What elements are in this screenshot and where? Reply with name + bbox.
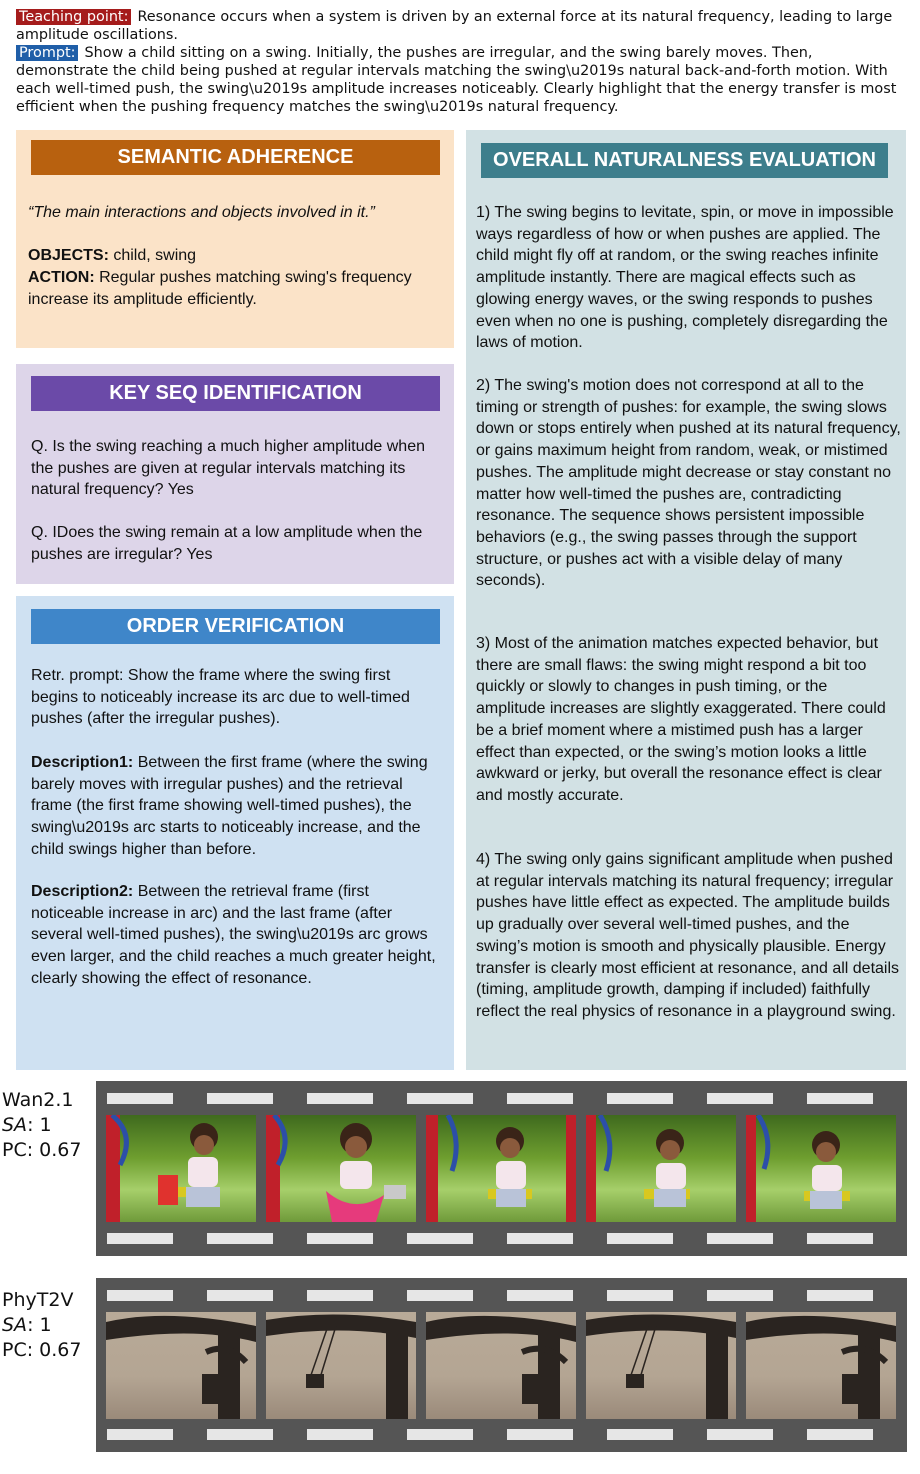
header bbox=[16, 8, 906, 116]
naturalness-level-2: 2) The swing's motion does not correspond at all to the timing or strength of pushes: for example, the swing slows down or stops entirely when pushed at its natural frequency, or gains maximum height from random, weak, or mistimed pushes. The amplitude might decrease or stay constant no matter how well-timed the pushes are, contradicting resonance. The sequence shows persistent impossible behaviors (e.g., the swing passes through the support structure, or pushes act with a visible delay of many seconds). bbox=[476, 377, 901, 590]
film-hole bbox=[307, 1429, 373, 1440]
model-1-sa-label: SA bbox=[2, 1114, 28, 1136]
film-hole bbox=[207, 1429, 273, 1440]
semantic-objects bbox=[28, 245, 443, 267]
video-frame bbox=[746, 1115, 896, 1222]
action-text: Regular pushes matching swing's frequency increase its amplitude efficiently. bbox=[28, 269, 412, 308]
semantic-action bbox=[28, 267, 433, 310]
key-seq-panel bbox=[16, 364, 454, 584]
film-hole bbox=[607, 1290, 673, 1301]
film-hole bbox=[307, 1233, 373, 1244]
video-frame bbox=[746, 1312, 896, 1419]
model-2-pc-label: PC bbox=[2, 1339, 27, 1361]
prompt-tag: Prompt: bbox=[16, 45, 78, 61]
video-frame bbox=[266, 1115, 416, 1222]
key-seq-title: KEY SEQ IDENTIFICATION bbox=[31, 376, 440, 411]
model-1-label bbox=[2, 1088, 81, 1163]
model-1-sa bbox=[2, 1113, 81, 1138]
film-hole bbox=[807, 1233, 873, 1244]
film-hole bbox=[207, 1233, 273, 1244]
naturalness-level-3: 3) Most of the animation matches expected behavior, but there are small flaws: the swing might respond a bit too quickly or slowly to changes in push timing, or the amplitude increases are slightly exaggerated. There could be a brief moment where a mistimed push has a larger effect than expected, or the swing’s motion looks a little awkward or jerky, but overall the resonance effect is clear and mostly accurate. bbox=[476, 635, 886, 804]
semantic-adherence-title: SEMANTIC ADHERENCE bbox=[31, 140, 440, 175]
film-hole bbox=[407, 1290, 473, 1301]
naturalness-panel bbox=[466, 130, 906, 1070]
video-frame bbox=[266, 1312, 416, 1419]
retrieval-prompt: Retr. prompt: Show the frame where the swing first begins to noticeably increase its arc due to well-timed pushes (after the irregular pushes). bbox=[31, 667, 410, 728]
semantic-quote: “The main interactions and objects involved in it.” bbox=[28, 204, 375, 221]
model-1-pc bbox=[2, 1138, 81, 1163]
film-hole bbox=[507, 1093, 573, 1104]
prompt bbox=[16, 44, 906, 116]
model-1-sa-value: : 1 bbox=[27, 1114, 52, 1136]
film-hole bbox=[807, 1093, 873, 1104]
model-2-filmstrip bbox=[96, 1278, 907, 1452]
model-2-pc-value: : 0.67 bbox=[26, 1339, 82, 1361]
video-frame bbox=[586, 1115, 736, 1222]
film-hole bbox=[207, 1290, 273, 1301]
film-hole bbox=[207, 1093, 273, 1104]
film-hole bbox=[307, 1093, 373, 1104]
film-hole bbox=[707, 1429, 773, 1440]
description-2 bbox=[31, 881, 441, 990]
model-2-label bbox=[2, 1288, 81, 1363]
model-2-name: PhyT2V bbox=[2, 1289, 74, 1311]
model-2-sa bbox=[2, 1313, 81, 1338]
teaching-point-text: Resonance occurs when a system is driven by an external force at its natural frequency, leading to large amplitude oscillations. bbox=[16, 9, 893, 43]
film-hole bbox=[807, 1429, 873, 1440]
video-frame bbox=[106, 1115, 256, 1222]
film-hole bbox=[107, 1290, 173, 1301]
film-hole bbox=[307, 1290, 373, 1301]
video-frame bbox=[106, 1312, 256, 1419]
teaching-point bbox=[16, 8, 906, 44]
film-hole bbox=[607, 1093, 673, 1104]
description-1-text: Between the first frame (where the swing barely moves with irregular pushes) and the retrieval frame (the first frame showing well-timed pushes), the swing\u2019s arc starts to noticeably increase, and the child swings higher than before. bbox=[31, 754, 428, 858]
description-2-label: Description2: bbox=[31, 883, 134, 900]
video-frame bbox=[426, 1115, 576, 1222]
key-seq-q1: Q. Is the swing reaching a much higher amplitude when the pushes are given at regular intervals matching its natural frequency? Yes bbox=[31, 438, 425, 499]
model-1-filmstrip bbox=[96, 1081, 907, 1256]
action-label: ACTION: bbox=[28, 269, 95, 286]
video-frame bbox=[586, 1312, 736, 1419]
teaching-point-tag: Teaching point: bbox=[16, 9, 131, 25]
naturalness-level-1: 1) The swing begins to levitate, spin, or move in impossible ways regardless of how or when pushes are applied. The child might fly off at random, or the swing reaches infinite amplitude instantly. There are magical effects such as glowing energy waves, or the swing responds to pushes even when no one is pushing, completely disregarding the laws of motion. bbox=[476, 204, 894, 352]
order-verification-title: ORDER VERIFICATION bbox=[31, 609, 440, 644]
video-frame bbox=[426, 1312, 576, 1419]
model-2-sa-value: : 1 bbox=[27, 1314, 52, 1336]
film-hole bbox=[707, 1233, 773, 1244]
film-hole bbox=[107, 1429, 173, 1440]
film-hole bbox=[707, 1093, 773, 1104]
model-1-pc-label: PC bbox=[2, 1139, 27, 1161]
objects-text: child, swing bbox=[108, 247, 197, 264]
model-1-pc-value: : 0.67 bbox=[26, 1139, 82, 1161]
prompt-text: Show a child sitting on a swing. Initially, the pushes are irregular, and the swing barely moves. Then, demonstrate the child being pushed at regular intervals matching the swing\u2019s natural back-and-forth motion. With each well-timed push, the swing\u2019s amplitude increases noticeably. Clearly highlight that the energy transfer is most efficient when the pushing frequency matches the swing\u2019s natural frequency. bbox=[16, 45, 897, 115]
film-hole bbox=[507, 1233, 573, 1244]
film-hole bbox=[507, 1290, 573, 1301]
film-hole bbox=[407, 1429, 473, 1440]
film-hole bbox=[107, 1093, 173, 1104]
film-hole bbox=[807, 1290, 873, 1301]
description-1 bbox=[31, 752, 441, 861]
film-hole bbox=[707, 1290, 773, 1301]
film-hole bbox=[107, 1233, 173, 1244]
film-hole bbox=[607, 1429, 673, 1440]
order-verification-panel bbox=[16, 596, 454, 1070]
description-1-label: Description1: bbox=[31, 754, 134, 771]
objects-label: OBJECTS: bbox=[28, 247, 109, 264]
naturalness-title: OVERALL NATURALNESS EVALUATION bbox=[481, 143, 888, 178]
model-2-sa-label: SA bbox=[2, 1314, 28, 1336]
semantic-adherence-panel bbox=[16, 130, 454, 348]
key-seq-q2: Q. IDoes the swing remain at a low amplitude when the pushes are irregular? Yes bbox=[31, 524, 423, 563]
film-hole bbox=[407, 1233, 473, 1244]
model-2-pc bbox=[2, 1338, 81, 1363]
film-hole bbox=[507, 1429, 573, 1440]
film-hole bbox=[607, 1233, 673, 1244]
naturalness-level-4: 4) The swing only gains significant amplitude when pushed at regular intervals matching its natural frequency; irregular pushes have little effect as expected. The amplitude builds up gradually over several well-timed pushes, and the swing’s motion is smooth and physically plausible. Energy transfer is clearly most efficient at resonance, and all details (timing, amplitude growth, damping if included) faithfully reflect the real physics of resonance in a playground swing. bbox=[476, 851, 900, 1020]
description-2-text: Between the retrieval frame (first noticeable increase in arc) and the last frame (after several well-timed pushes), the swing\u2019s arc grows even larger, and the child reaches a much greater height, clearly showing the effect of resonance. bbox=[31, 883, 436, 987]
model-1-name: Wan2.1 bbox=[2, 1089, 74, 1111]
film-hole bbox=[407, 1093, 473, 1104]
